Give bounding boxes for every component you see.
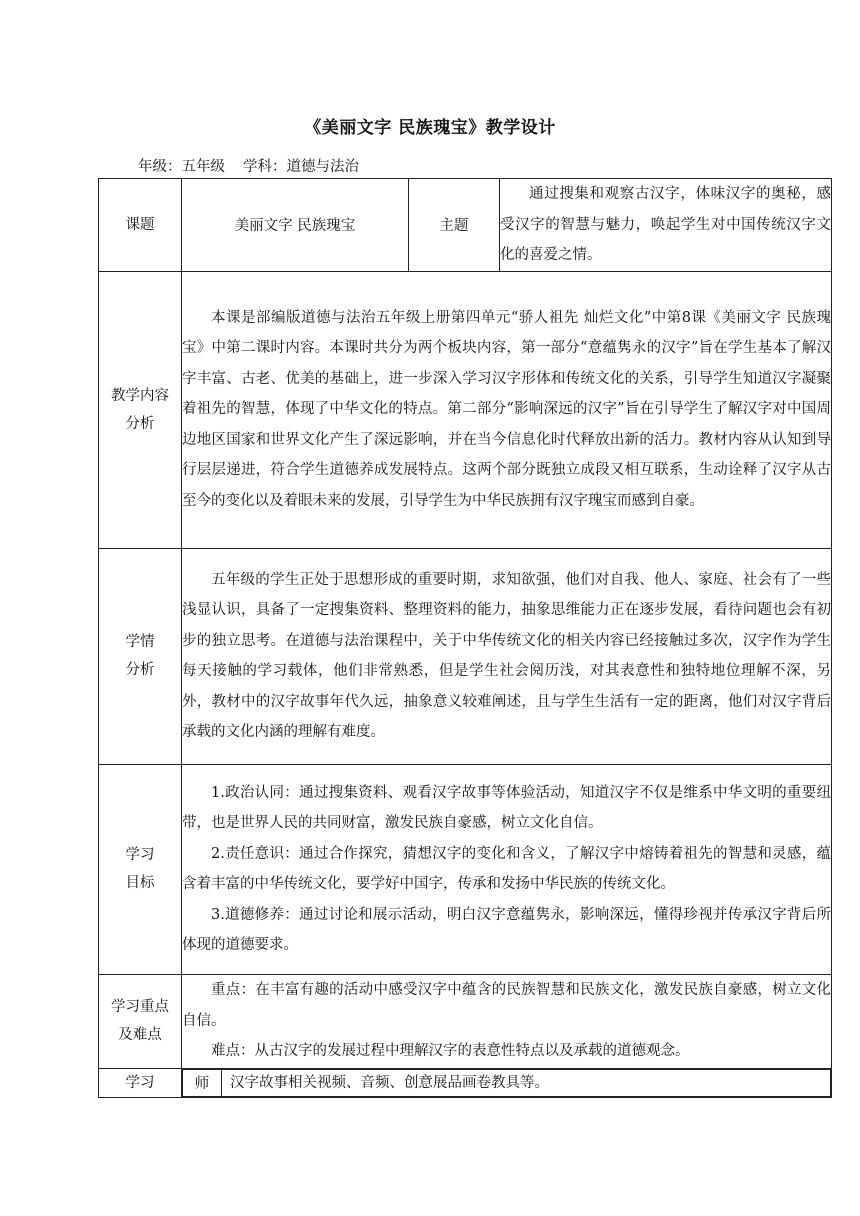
table-row-resources: [99, 1068, 832, 1097]
document-title: 《美丽文字 民族瑰宝》教学设计: [304, 118, 556, 138]
content-analysis-label: 教学内容分析: [111, 387, 169, 432]
goals-label-cell: [99, 764, 182, 974]
teacher-label-cell: [183, 1069, 222, 1096]
content-analysis-cell: [182, 271, 832, 548]
resources-label: 学习: [125, 1074, 155, 1091]
theme-label: 主题: [439, 218, 469, 235]
topic-value: 美丽文字 民族瑰宝: [234, 218, 356, 235]
difficult-point-text: 难点：从古汉字的发展过程中理解汉字的表意性特点以及承载的道德观念。: [211, 1043, 690, 1060]
student-analysis-cell: [182, 548, 832, 764]
student-analysis-text: 五年级的学生正处于思想形成的重要时期，求知欲强，他们对自我、他人、家庭、社会有了一些浅显认识，具备了一定搜集资料、整理资料的能力，抽象思维能力正在逐步发展，看待问题也会有初步的独立思考。在道德与法治课程中，关于中华传统文化的相关内容已经接触过多次，汉字作为学生每天接触的学习载体，他们非常熟悉，但是学生社会阅历浅，对其表意性和独特地位理解不深，另外，教材中的汉字故事年代久远，抽象意义较难阐述，且与学生生活有一定的距离，他们对汉字背后承载的文化内涵的理解有难度。: [182, 571, 831, 740]
table-row-content-analysis: [99, 271, 832, 548]
goal-item-3: 3.道德修养：通过讨论和展示活动，明白汉字意蕴隽永，影响深远，懂得珍视并传承汉字背后所体现的道德要求。: [182, 906, 831, 953]
goal-item-1: 1.政治认同：通过搜集资料、观看汉字故事等体验活动，知道汉字不仅是维系中华文明的重要纽带，也是世界人民的共同财富，激发民族自豪感，树立文化自信。: [182, 784, 831, 831]
content-analysis-label-cell: [99, 271, 182, 548]
resources-label-cell: [99, 1068, 182, 1097]
key-points-label: 学习重点及难点: [111, 999, 169, 1043]
theme-value: 通过搜集和观察古汉字，体味汉字的奥秘，感受汉字的智慧与魅力，唤起学生对中国传统汉字文化的喜爱之情。: [500, 186, 831, 263]
resources-subtable: [182, 1069, 831, 1097]
goals-cell: [182, 764, 832, 974]
student-analysis-label: 学情分析: [125, 634, 155, 678]
topic-value-cell: [182, 179, 409, 272]
table-row-student-analysis: [99, 548, 832, 764]
student-analysis-label-cell: [99, 548, 182, 764]
document-meta: [138, 155, 359, 176]
subject-label: 学科：道德与法治: [243, 159, 359, 175]
goal-item-2: 2.责任意识：通过合作探究，猜想汉字的变化和含义，了解汉字中熔铸着祖先的智慧和灵感，蕴含着丰富的中华传统文化，要学好中国字，传承和发扬中华民族的传统文化。: [182, 845, 831, 892]
resources-cell: [182, 1068, 832, 1097]
teacher-resources-text: 汉字故事相关视频、音频、创意展品画卷教具等。: [230, 1074, 549, 1091]
key-point-text: 重点：在丰富有趣的活动中感受汉字中蕴含的民族智慧和民族文化，激发民族自豪感，树立文化自信。: [182, 982, 831, 1029]
theme-value-cell: [500, 179, 832, 272]
topic-label-cell: [99, 179, 182, 272]
content-analysis-text: 本课是部编版道德与法治五年级上册第四单元“骄人祖先 灿烂文化”中第8课《美丽文字 民族瑰宝》中第二课时内容。本课时共分为两个板块内容，第一部分“意蕴隽永的汉字”旨在学生基本了解汉字丰富、古老、优美的基础上，进一步深入学习汉字形体和传统文化的关系，引导学生知道汉字凝聚着祖先的智慧，体现了中华文化的特点。第二部分“影响深远的汉字”旨在引导学生了解汉字对中国周边地区国家和世界文化产生了深远影响，并在当今信息化时代释放出新的活力。教材内容从认知到导行层层递进，符合学生道德养成发展特点。这两个部分既独立成段又相互联系，生动诠释了汉字从古至今的变化以及着眼未来的发展，引导学生为中华民族拥有汉字瑰宝而感到自豪。: [182, 309, 831, 509]
key-points-cell: [182, 974, 832, 1068]
grade-label: 年级：五年级: [138, 159, 225, 175]
teacher-value-cell: [222, 1069, 831, 1096]
lesson-plan-table: [98, 178, 832, 1098]
table-row-key-points: [99, 974, 832, 1068]
goals-label: 学习目标: [125, 847, 155, 891]
theme-label-cell: [409, 179, 500, 272]
table-row-topic: [99, 179, 832, 272]
table-row-goals: [99, 764, 832, 974]
key-points-label-cell: [99, 974, 182, 1068]
topic-label: 课题: [125, 216, 155, 233]
teacher-label: 师: [194, 1076, 210, 1092]
